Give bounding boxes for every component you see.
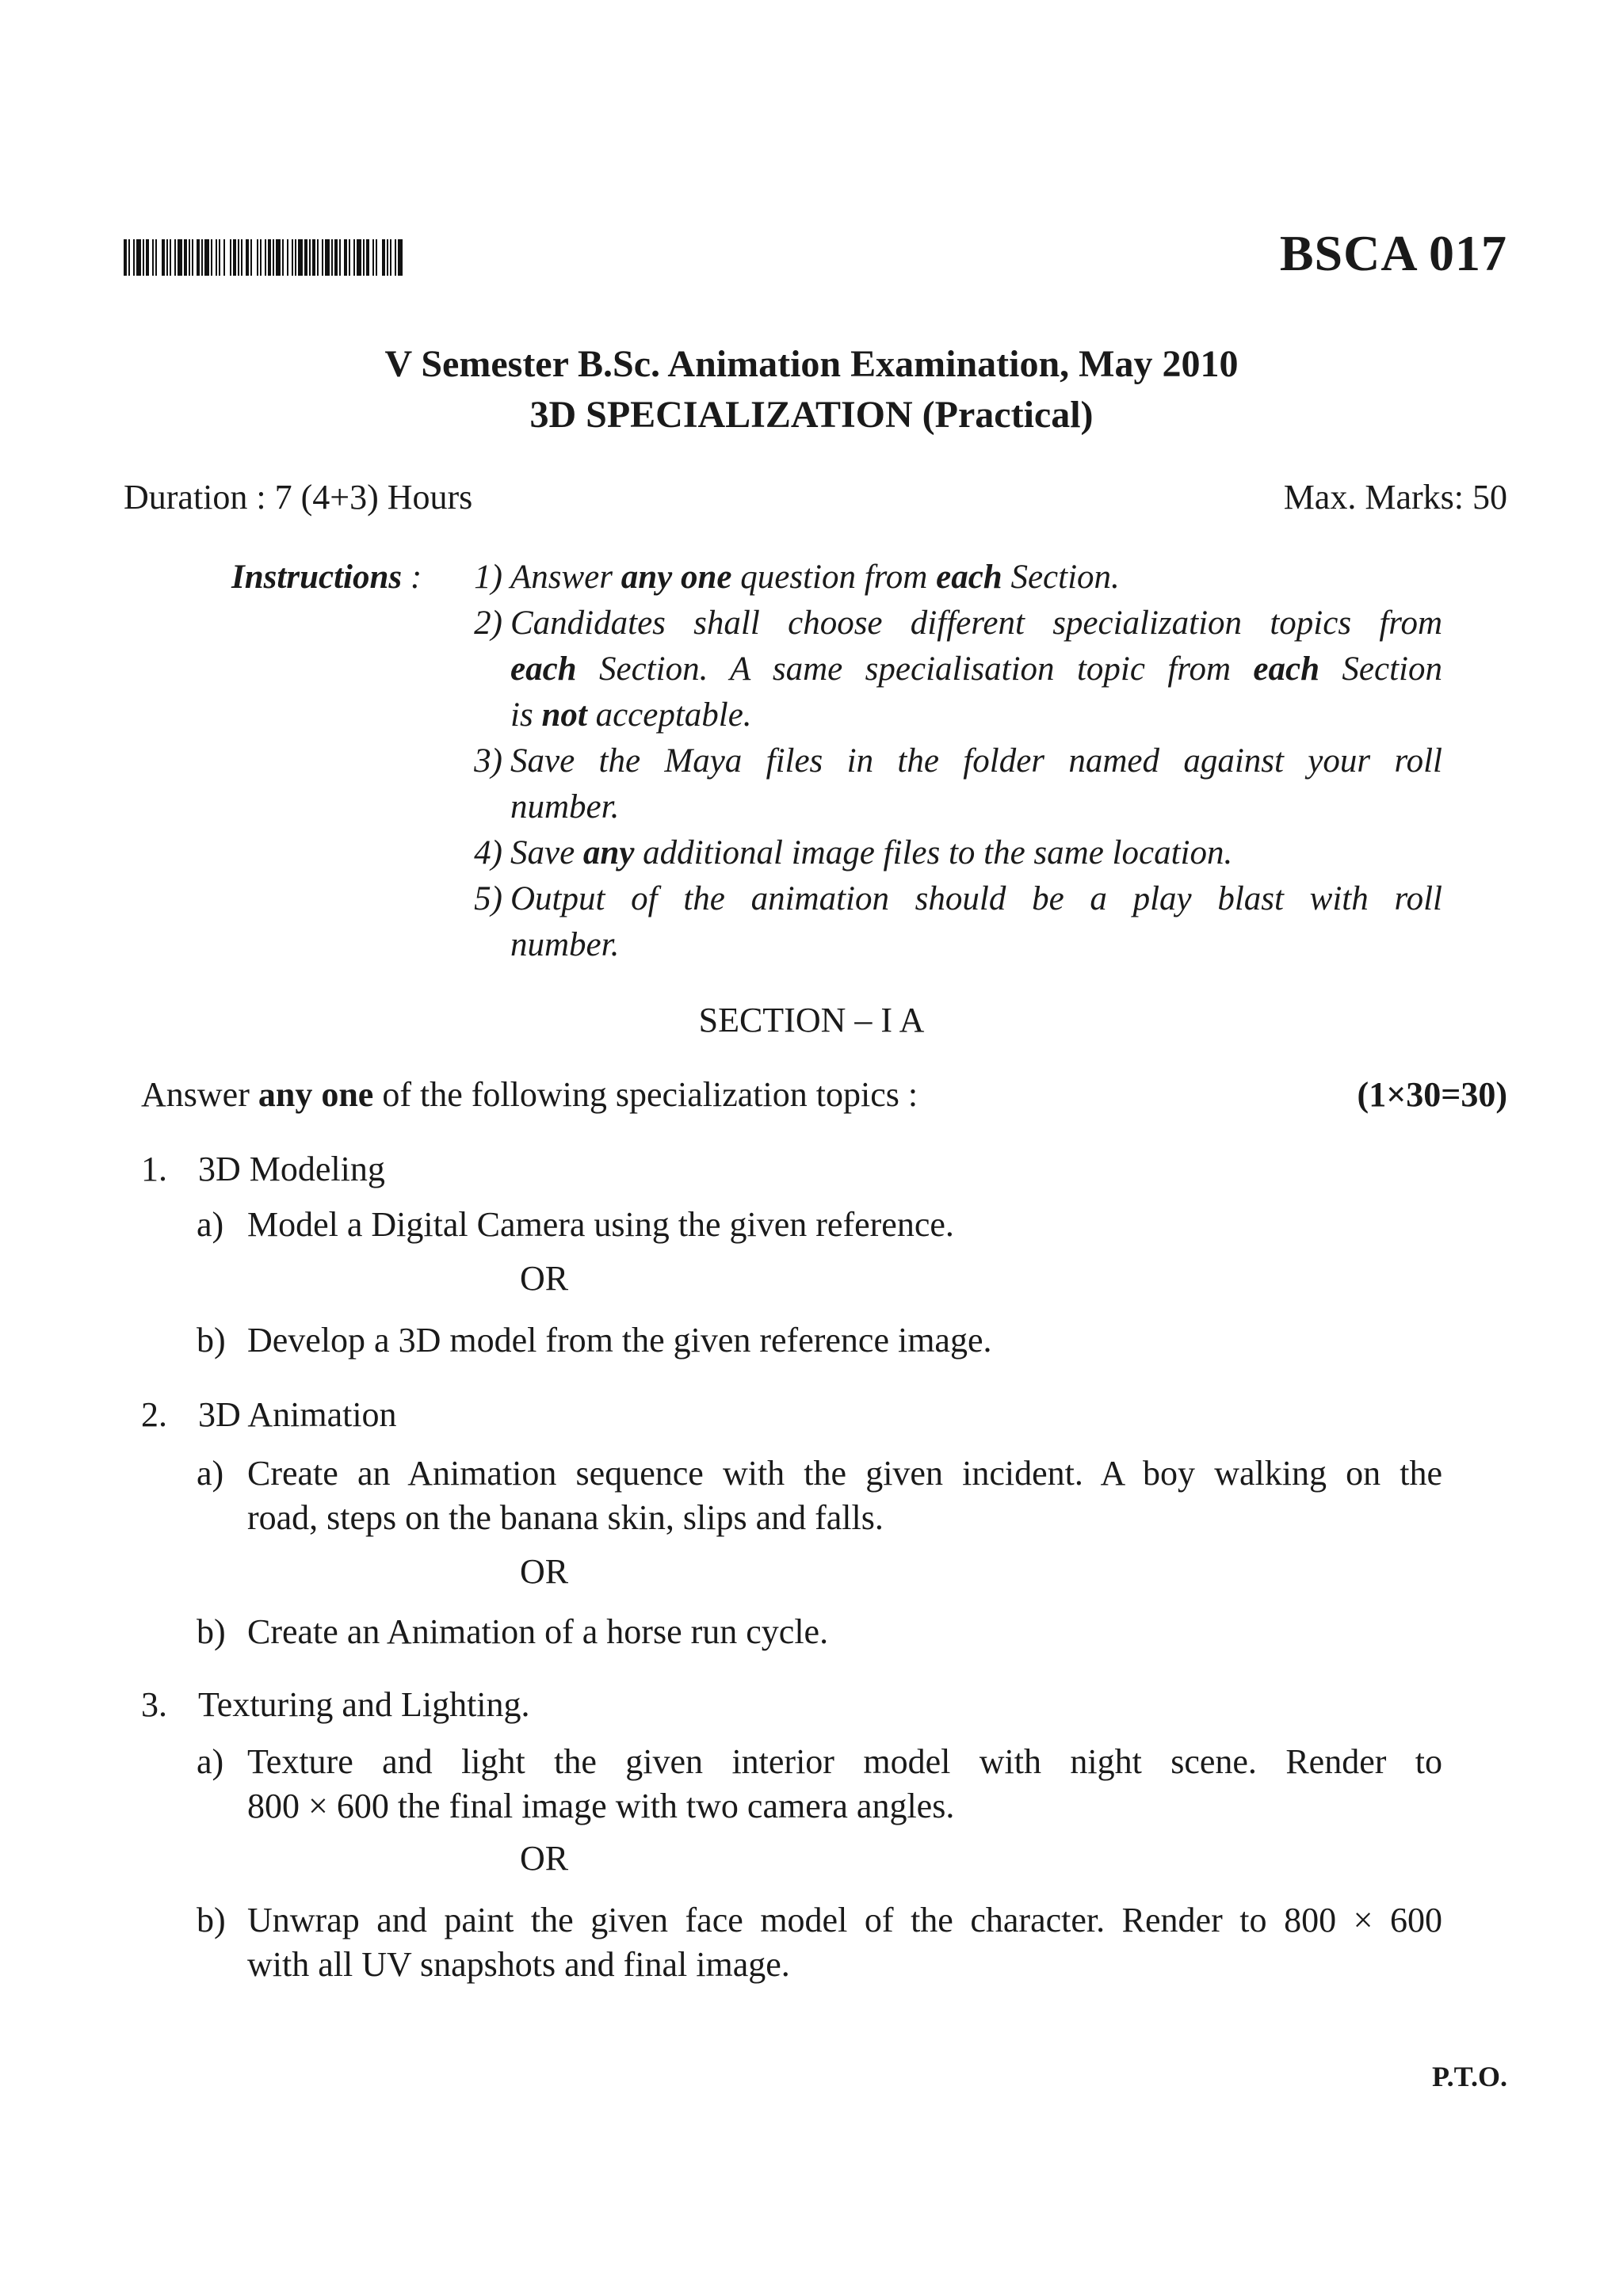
max-marks: Max. Marks: 50 (1283, 478, 1507, 517)
barcode-icon (124, 239, 403, 276)
or-separator: OR (520, 1552, 569, 1591)
instruction-item-2: Candidates shall choose different specialization topics from each Section. A same specialisation topic from each Section is not acceptable. (510, 605, 1442, 734)
option-text: Texture and light the given interior model with night scene. Render to (247, 1742, 1442, 1781)
question-title: 3D Modeling (198, 1150, 385, 1188)
exam-subtitle: 3D SPECIALIZATION (Practical) (529, 394, 1094, 436)
or-separator: OR (520, 1839, 569, 1878)
or-separator: OR (520, 1259, 569, 1298)
instruction-item-3: Save the Maya files in the folder named against your roll number. (510, 742, 1442, 826)
option-label: a) (197, 1742, 224, 1781)
question-title: 3D Animation (198, 1395, 397, 1434)
page-turn-note: P.T.O. (1431, 2061, 1507, 2092)
question-title: Texturing and Lighting. (198, 1685, 530, 1724)
duration: Duration : 7 (4+3) Hours (124, 478, 473, 517)
question-number: 2. (141, 1395, 167, 1434)
option-text: Create an Animation of a horse run cycle. (247, 1612, 829, 1651)
instruction-number: 5) (474, 880, 502, 917)
option-text: Develop a 3D model from the given reference image. (247, 1321, 992, 1360)
instruction-item-1: Answer any one question from each Section. (510, 559, 1120, 596)
question-number: 3. (141, 1685, 167, 1724)
option-text: Unwrap and paint the given face model of the character. Render to 800 × 600 (247, 1901, 1442, 1939)
option-label: a) (197, 1454, 224, 1493)
instructions-label: Instructions : (231, 559, 422, 596)
option-label: a) (197, 1205, 224, 1244)
instruction-item-5: Output of the animation should be a play blast with roll number. (510, 880, 1442, 963)
paper-code: BSCA 017 (1279, 225, 1507, 281)
option-label: b) (197, 1901, 226, 1939)
section-directive: Answer any one of the following specialization topics : (141, 1075, 918, 1114)
instruction-number: 2) (474, 605, 502, 642)
option-text: Model a Digital Camera using the given reference. (247, 1205, 954, 1244)
exam-title: V Semester B.Sc. Animation Examination, May 2010 (384, 343, 1239, 385)
instruction-number: 4) (474, 834, 502, 871)
instruction-number: 3) (474, 742, 502, 780)
instruction-number: 1) (474, 559, 502, 596)
option-label: b) (197, 1612, 226, 1651)
marks-allocation: (1×30=30) (1357, 1075, 1507, 1114)
option-label: b) (197, 1321, 226, 1360)
question-number: 1. (141, 1150, 167, 1188)
option-text-continued: road, steps on the banana skin, slips and falls. (247, 1498, 884, 1537)
option-text-continued: with all UV snapshots and final image. (247, 1945, 790, 1984)
option-text: Create an Animation sequence with the given incident. A boy walking on the (247, 1454, 1442, 1493)
option-text-continued: 800 × 600 the final image with two camera angles. (247, 1787, 955, 1825)
instruction-item-4: Save any additional image files to the same location. (510, 834, 1233, 871)
section-heading: SECTION – I A (698, 1001, 925, 1039)
